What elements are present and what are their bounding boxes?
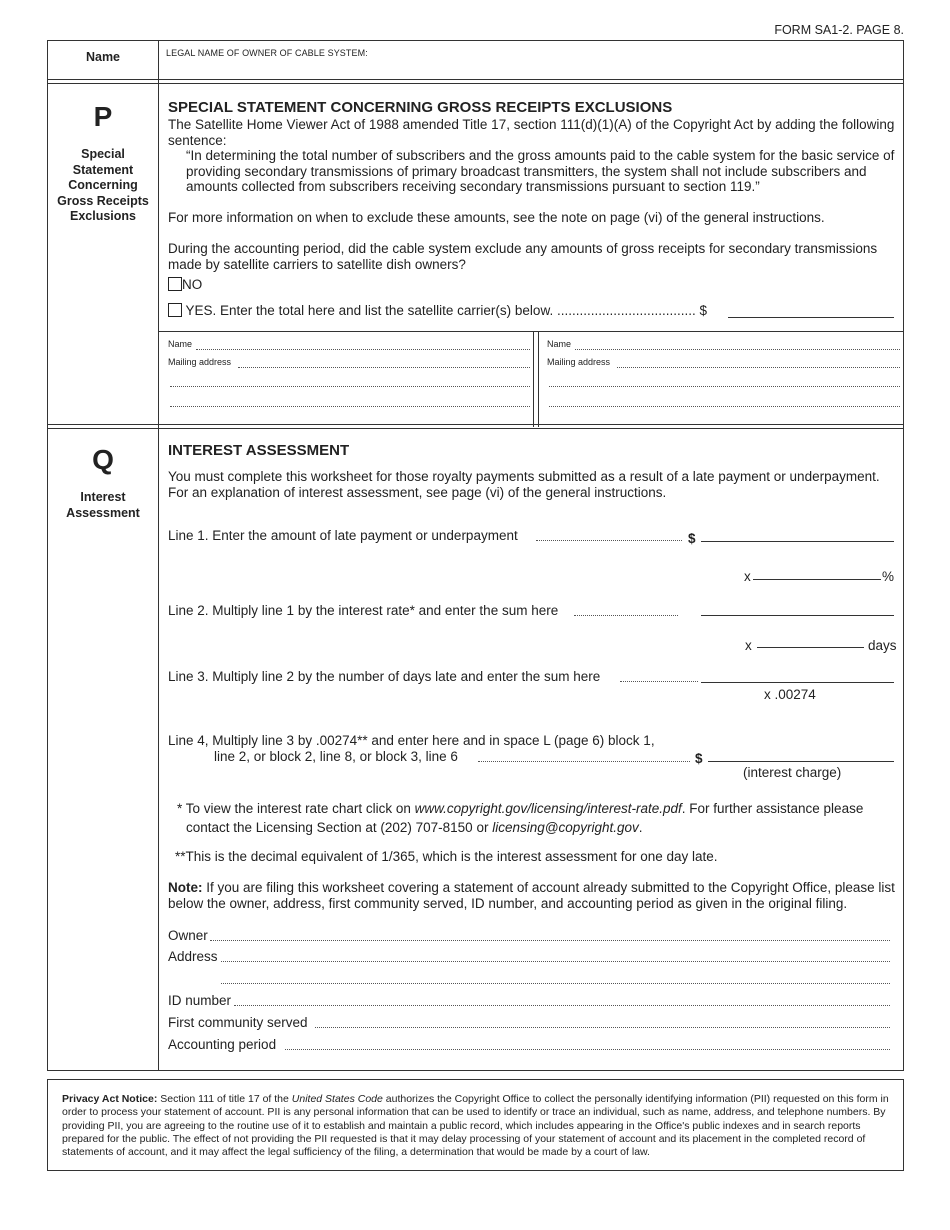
address-label: Address (168, 949, 218, 964)
section-q-side-title: Interest Assessment (66, 490, 140, 520)
footnote-decimal: **This is the decimal equivalent of 1/365, which is the interest assessment for one day late. (175, 849, 718, 864)
section-p-intro: The Satellite Home Viewer Act of 1988 amended Title 17, section 111(d)(1)(A) of the Copyright Act by adding the following sentence: (168, 117, 895, 148)
no-option (168, 277, 202, 292)
section-p-side-title: Special Statement Concerning Gross Receipts Exclusions (57, 147, 149, 223)
yes-option (168, 303, 707, 318)
carrier-right-name-label: Name (547, 339, 572, 349)
days-label: days (868, 638, 897, 653)
no-label: NO (182, 277, 203, 292)
form-frame (47, 40, 904, 1071)
carrier-right-address-field[interactable] (617, 367, 900, 368)
carrier-grid-top (158, 331, 904, 332)
form-page-id: FORM SA1-2. PAGE 8. (774, 23, 904, 37)
name-side-label: Name (85, 50, 121, 64)
yes-label: YES. Enter the total here and list the satellite carrier(s) below. ..................................... (185, 303, 696, 318)
accounting-period-field[interactable] (285, 1049, 890, 1050)
first-community-label: First community served (168, 1015, 308, 1030)
carrier-right-address-line[interactable] (549, 406, 900, 407)
section-p-more-info: For more information on when to exclude these amounts, see the note on page (vi) of the general instructions. (168, 210, 825, 225)
line-3-label: Line 3. Multiply line 2 by the number of days late and enter the sum here (168, 669, 601, 684)
section-q-heading: INTEREST ASSESSMENT (168, 442, 350, 459)
line-4-label: Line 4, Multiply line 3 by .00274** and enter here and in space L (page 6) block 1, (168, 733, 655, 748)
yes-checkbox[interactable] (168, 303, 182, 317)
address-field-line-2[interactable] (221, 983, 890, 984)
line-2-leader (574, 615, 678, 616)
percent-sign: % (882, 569, 895, 584)
licensing-email-link[interactable]: licensing@copyright.gov (492, 820, 639, 835)
no-checkbox[interactable] (168, 277, 182, 291)
carrier-right-name-field[interactable] (575, 349, 900, 350)
days-late-field[interactable] (757, 647, 864, 648)
line-4-leader (478, 761, 690, 762)
yes-total-field[interactable] (728, 317, 894, 318)
line-4-label-cont: line 2, or block 2, line 8, or block 3, line 6 (214, 749, 458, 764)
carrier-left-address-line[interactable] (170, 406, 530, 407)
section-divider (47, 79, 904, 84)
note-paragraph: Note: If you are filing this worksheet covering a statement of account already submitted to the Copyright Office, please list below the owner, address, first community served, ID number, and accounting period as given in the original filing. (168, 880, 895, 911)
carrier-left-address-field[interactable] (238, 367, 530, 368)
address-field[interactable] (221, 961, 890, 962)
carrier-left-name-field[interactable] (196, 349, 530, 350)
owner-field[interactable] (210, 940, 890, 941)
interest-charge-label: (interest charge) (743, 765, 842, 780)
line-3-leader (620, 681, 698, 682)
line-1-leader (536, 540, 682, 541)
footnote-interest-rate: * To view the interest rate chart click on www.copyright.gov/licensing/interest-rate.pdf. For further assistance please contact the Licensing Section at (202) 707-8150 or licensing@copyright.gov. (177, 801, 864, 835)
carrier-left-address-label: Mailing address (168, 357, 232, 367)
line-3-field[interactable] (701, 682, 894, 683)
section-q-intro: You must complete this worksheet for those royalty payments submitted as a result of a late payment or underpayment. For an explanation of interest assessment, see page (vi) of the general instructions. (168, 469, 880, 500)
legal-name-label: LEGAL NAME OF OWNER OF CABLE SYSTEM: (166, 48, 368, 58)
line-2-field[interactable] (701, 615, 894, 616)
section-p-letter: P (93, 101, 113, 132)
carrier-right-address-line[interactable] (549, 386, 900, 387)
line-4-dollar: $ (695, 751, 703, 766)
days-x: x (745, 638, 752, 653)
carrier-left-name-label: Name (168, 339, 193, 349)
carrier-right-address-label: Mailing address (547, 357, 611, 367)
owner-label: Owner (168, 928, 208, 943)
line-1-label: Line 1. Enter the amount of late payment or underpayment (168, 528, 518, 543)
carrier-left-address-line[interactable] (170, 386, 530, 387)
section-divider (47, 424, 904, 429)
section-p-question: During the accounting period, did the cable system exclude any amounts of gross receipts for secondary transmissions made by satellite carriers to satellite dish owners? (168, 241, 878, 272)
first-community-field[interactable] (315, 1027, 890, 1028)
line-2-label: Line 2. Multiply line 1 by the interest rate* and enter the sum here (168, 603, 559, 618)
id-number-label: ID number (168, 993, 232, 1008)
section-q-letter: Q (92, 444, 114, 475)
rate-x: x (744, 569, 751, 584)
legal-name-field[interactable] (160, 58, 902, 78)
line-4-field[interactable] (708, 761, 894, 762)
line-1-field[interactable] (701, 541, 894, 542)
interest-rate-link[interactable]: www.copyright.gov/licensing/interest-rate.pdf (414, 801, 682, 816)
column-divider (158, 41, 159, 1070)
interest-rate-field[interactable] (753, 579, 881, 580)
carrier-grid-divider (533, 331, 539, 427)
section-p-quote: “In determining the total number of subscribers and the gross amounts paid to the cable system for the basic service of providing secondary transmissions of primary broadcast transmitters, the system shall not include subscribers and amounts collected from subscribers receiving secondary transmissions pursuant to section 119.” (186, 148, 895, 194)
factor-label: x .00274 (764, 687, 816, 702)
line-1-dollar: $ (688, 531, 696, 546)
section-p-heading: SPECIAL STATEMENT CONCERNING GROSS RECEIPTS EXCLUSIONS (168, 99, 673, 116)
id-number-field[interactable] (234, 1005, 890, 1006)
privacy-act-notice: Privacy Act Notice: Section 111 of title 17 of the United States Code authorizes the Copyright Office to collect the personally identifying information (PII) requested on this form in order to process your statement of account. PII is any personal information that can be used to identify or trace an individual, such as name, address, and telephone numbers. By providing PII, you are agreeing to the routine use of it to establish and maintain a public record, which includes appearing in the Office's public indexes and in search reports prepared for the public. The effect of not providing the PII requested is that it may delay processing of your statement of account and its placement in the completed record of statements of account, and it may affect the legal sufficiency of the filing, a determination that would be made by a court of law. (47, 1079, 904, 1171)
dollar-sign: $ (699, 303, 708, 318)
accounting-period-label: Accounting period (168, 1037, 277, 1052)
